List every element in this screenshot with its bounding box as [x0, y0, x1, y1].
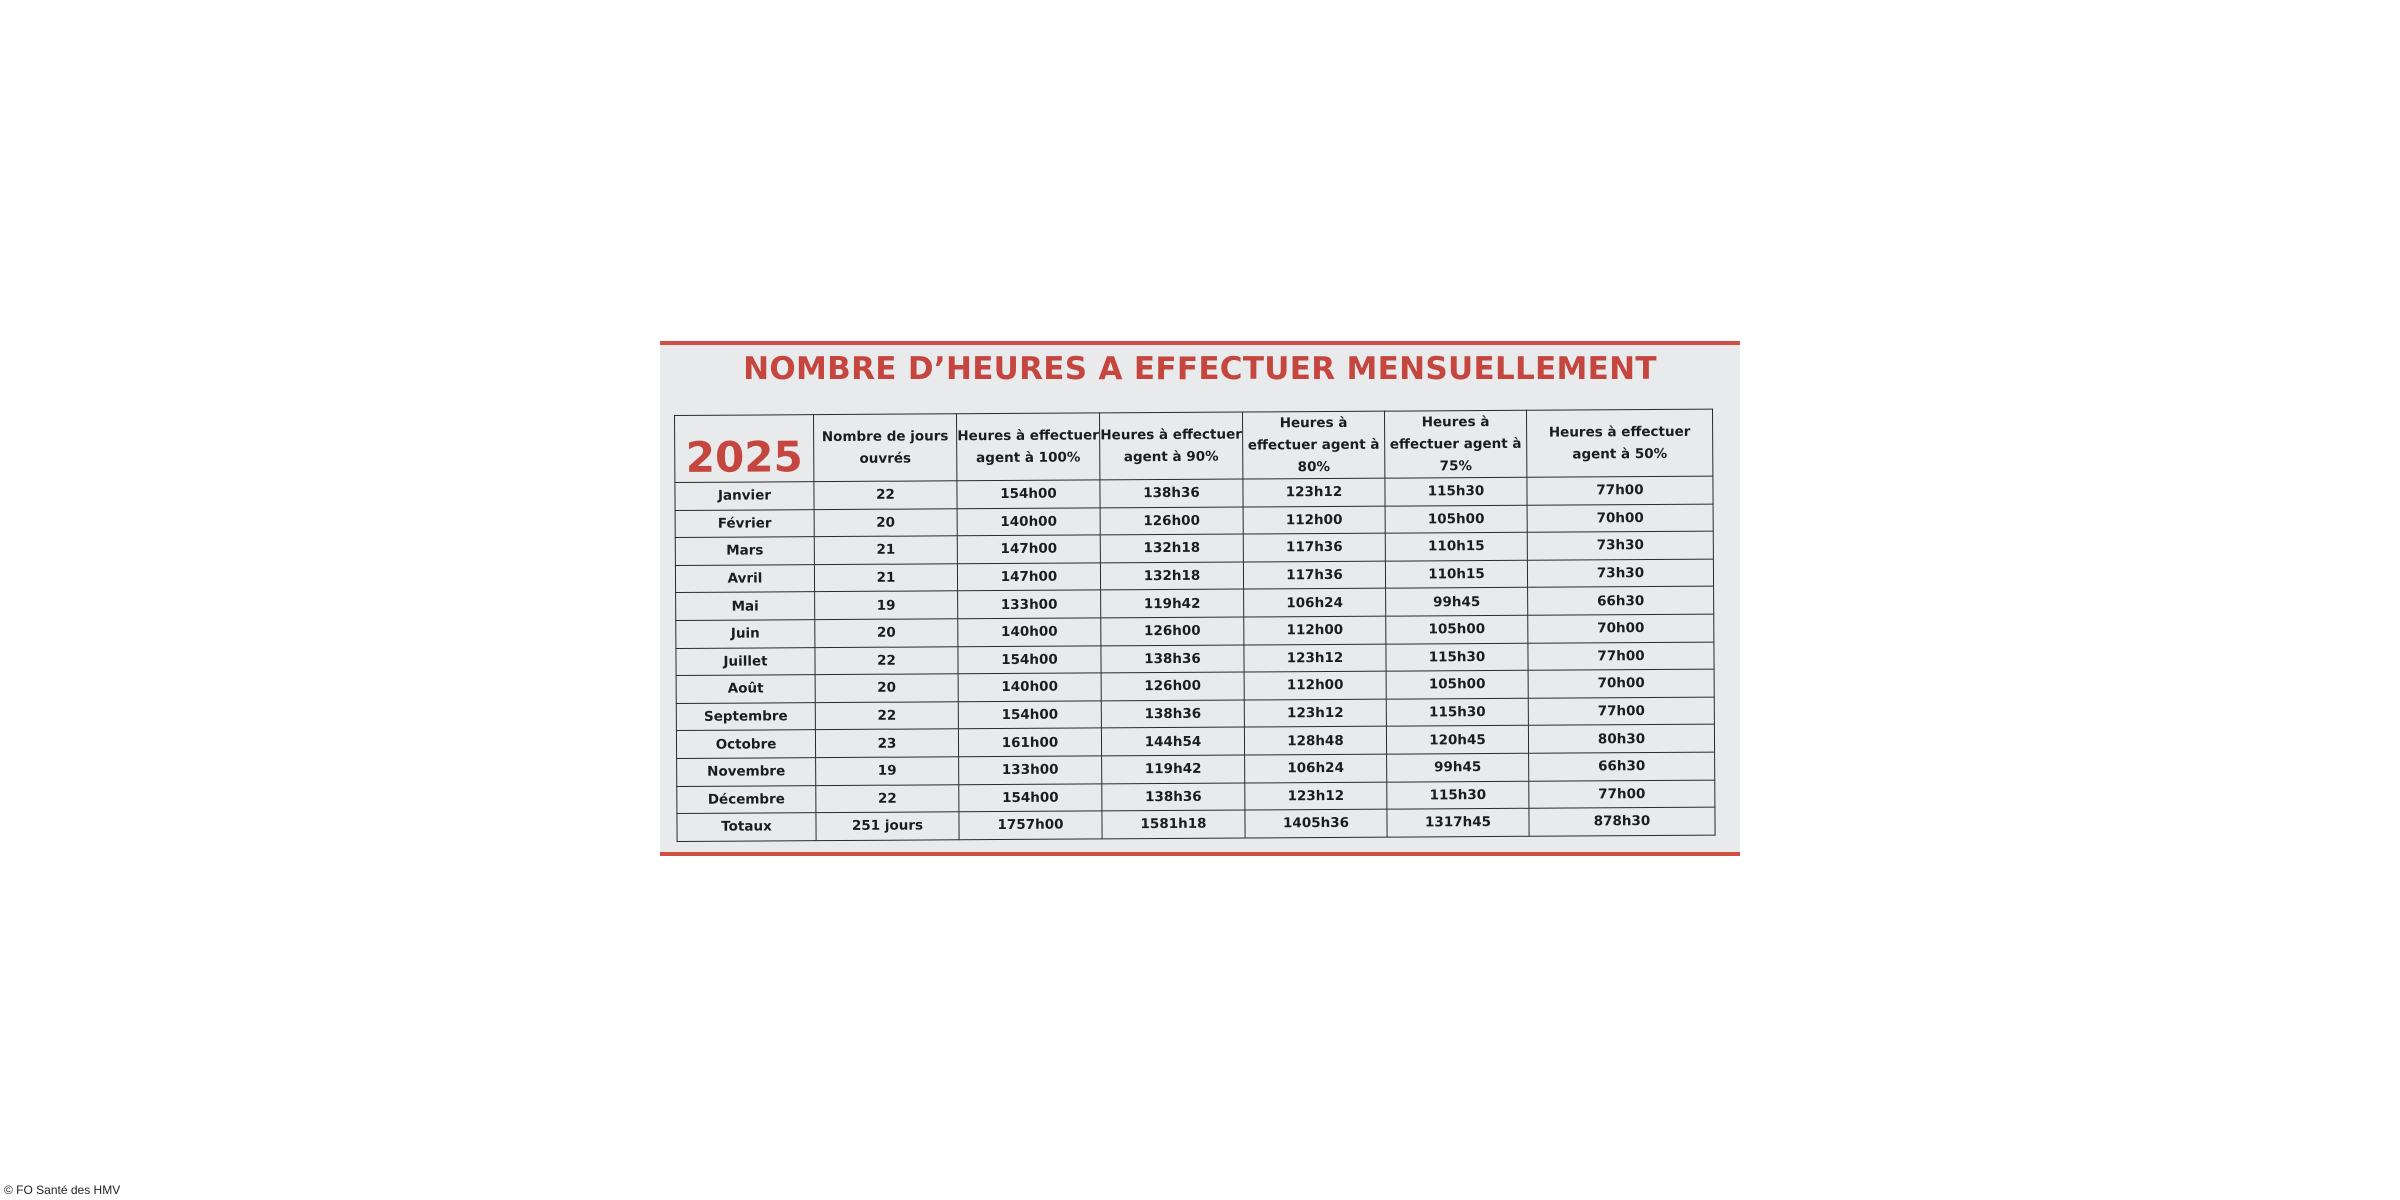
table-header-row [675, 409, 1713, 482]
month-cell: Juin [676, 620, 815, 648]
header-working-days: Nombre de jours ouvrés [814, 414, 957, 482]
working-days-cell: 22 [815, 646, 958, 674]
hours-100-cell: 133h00 [958, 590, 1101, 618]
hours-100-cell: 161h00 [958, 728, 1101, 756]
hours-100-cell: 140h00 [958, 618, 1101, 646]
month-cell: Décembre [677, 785, 816, 813]
month-cell: Septembre [676, 702, 815, 730]
working-days-cell: 19 [816, 757, 959, 785]
month-cell: Janvier [675, 482, 814, 510]
hours-75-cell: 110h15 [1385, 560, 1527, 588]
hours-80-cell: 117h36 [1243, 561, 1385, 589]
hours-50-cell: 77h00 [1528, 697, 1714, 726]
hours-50-cell: 70h00 [1528, 669, 1714, 698]
hours-90-cell: 126h00 [1101, 617, 1244, 645]
working-days-cell: 251 jours [816, 812, 959, 840]
month-cell: Novembre [677, 758, 816, 786]
month-cell: Octobre [676, 730, 815, 758]
header-hours-50: Heures à effectuer agent à 50% [1526, 409, 1712, 477]
hours-90-cell: 126h00 [1100, 507, 1243, 535]
hours-75-cell: 120h45 [1386, 726, 1528, 754]
hours-90-cell: 132h18 [1100, 534, 1243, 562]
hours-90-cell: 138h36 [1101, 700, 1244, 728]
working-days-cell: 21 [814, 564, 957, 592]
hours-80-cell: 123h12 [1244, 699, 1386, 727]
hours-90-cell: 144h54 [1101, 727, 1244, 755]
hours-100-cell: 154h00 [958, 645, 1101, 673]
table-body [675, 476, 1715, 841]
hours-50-cell: 73h30 [1527, 531, 1713, 560]
hours-50-cell: 70h00 [1528, 614, 1714, 643]
photo-credit: © FO Santé des HMV [4, 1183, 121, 1197]
hours-80-cell: 106h24 [1244, 589, 1386, 617]
hours-100-cell: 154h00 [958, 701, 1101, 729]
hours-100-cell: 1757h00 [959, 811, 1102, 839]
hours-100-cell: 140h00 [958, 673, 1101, 701]
hours-80-cell: 123h12 [1244, 644, 1386, 672]
hours-90-cell: 132h18 [1100, 562, 1243, 590]
header-hours-75: Heures à effectuer agent à 75% [1384, 410, 1526, 478]
header-hours-90: Heures à effectuer agent à 90% [1099, 412, 1242, 480]
month-cell: Totaux [677, 813, 816, 841]
hours-poster [660, 341, 1740, 856]
working-days-cell: 22 [816, 784, 959, 812]
hours-80-cell: 1405h36 [1245, 809, 1387, 837]
hours-50-cell: 80h30 [1528, 724, 1714, 753]
header-hours-80: Heures à effectuer agent à 80% [1242, 411, 1384, 479]
working-days-cell: 22 [815, 702, 958, 730]
working-days-cell: 20 [814, 508, 957, 536]
hours-75-cell: 110h15 [1385, 532, 1527, 560]
hours-90-cell: 138h36 [1100, 479, 1243, 507]
month-cell: Mai [676, 592, 815, 620]
hours-75-cell: 99h45 [1387, 753, 1529, 781]
hours-80-cell: 112h00 [1244, 616, 1386, 644]
working-days-cell: 23 [815, 729, 958, 757]
totals-row [677, 807, 1715, 841]
hours-80-cell: 123h12 [1243, 478, 1385, 506]
hours-90-cell: 138h36 [1101, 645, 1244, 673]
hours-100-cell: 133h00 [959, 756, 1102, 784]
hours-90-cell: 138h36 [1102, 783, 1245, 811]
hours-90-cell: 119h42 [1102, 755, 1245, 783]
hours-50-cell: 73h30 [1527, 559, 1713, 588]
working-days-cell: 20 [815, 674, 958, 702]
hours-75-cell: 1317h45 [1387, 808, 1529, 836]
hours-90-cell: 126h00 [1101, 672, 1244, 700]
hours-90-cell: 1581h18 [1102, 810, 1245, 838]
hours-table [674, 409, 1716, 842]
working-days-cell: 20 [815, 619, 958, 647]
hours-75-cell: 115h30 [1387, 781, 1529, 809]
hours-50-cell: 878h30 [1529, 807, 1715, 836]
hours-80-cell: 112h00 [1244, 671, 1386, 699]
hours-100-cell: 154h00 [957, 480, 1100, 508]
hours-75-cell: 99h45 [1386, 588, 1528, 616]
hours-75-cell: 115h30 [1386, 643, 1528, 671]
month-cell: Avril [675, 564, 814, 592]
hours-50-cell: 77h00 [1529, 780, 1715, 809]
hours-50-cell: 77h00 [1528, 642, 1714, 671]
hours-50-cell: 66h30 [1529, 752, 1715, 781]
header-hours-100: Heures à effectuer agent à 100% [956, 413, 1099, 481]
hours-75-cell: 105h00 [1386, 670, 1528, 698]
month-cell: Juillet [676, 647, 815, 675]
hours-90-cell: 119h42 [1101, 589, 1244, 617]
year-heading: 2025 [675, 415, 814, 483]
hours-75-cell: 115h30 [1385, 477, 1527, 505]
month-cell: Août [676, 675, 815, 703]
hours-80-cell: 106h24 [1245, 754, 1387, 782]
hours-75-cell: 105h00 [1385, 505, 1527, 533]
hours-80-cell: 117h36 [1243, 533, 1385, 561]
working-days-cell: 21 [814, 536, 957, 564]
hours-80-cell: 128h48 [1244, 726, 1386, 754]
poster-title: NOMBRE D’HEURES A EFFECTUER MENSUELLEMENT [743, 351, 1657, 387]
hours-100-cell: 147h00 [957, 535, 1100, 563]
hours-100-cell: 147h00 [957, 563, 1100, 591]
hours-50-cell: 66h30 [1528, 587, 1714, 616]
working-days-cell: 19 [815, 591, 958, 619]
hours-100-cell: 154h00 [959, 783, 1102, 811]
hours-75-cell: 115h30 [1386, 698, 1528, 726]
working-days-cell: 22 [814, 481, 957, 509]
month-cell: Mars [675, 537, 814, 565]
hours-50-cell: 77h00 [1527, 476, 1713, 505]
hours-100-cell: 140h00 [957, 507, 1100, 535]
hours-80-cell: 112h00 [1243, 506, 1385, 534]
hours-75-cell: 105h00 [1386, 615, 1528, 643]
hours-50-cell: 70h00 [1527, 504, 1713, 533]
hours-80-cell: 123h12 [1245, 782, 1387, 810]
month-cell: Février [675, 509, 814, 537]
